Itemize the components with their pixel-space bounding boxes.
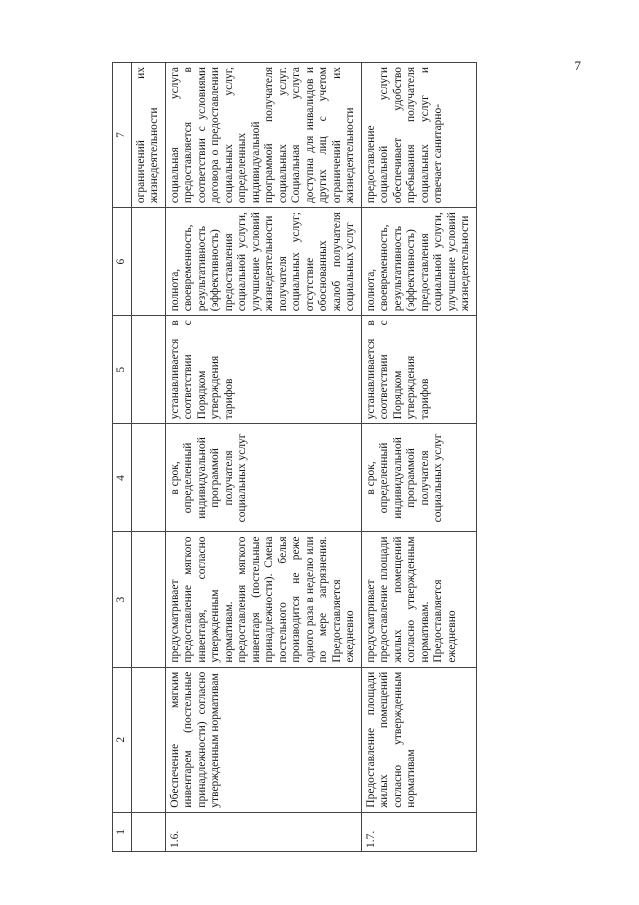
page-number: 7 bbox=[574, 58, 581, 73]
service-number: 1.6. bbox=[165, 812, 361, 851]
service-cost: устанавливается в соответствии с Порядком утверждения тарифов bbox=[361, 316, 476, 424]
service-description: предусматривает предоставление мягкого инвентаря, согласно утвержденным нормативам. предоставления мягкого инвентаря (постельные принадлежности). Смена постельного белья производится не реже одного раза в неделю или по мере загрязнения. Предоставляется ежедневно bbox=[165, 532, 361, 667]
continuation-text: ограничений их жизнедеятельности bbox=[131, 63, 165, 208]
col-header-6: 6 bbox=[113, 208, 132, 316]
continuation-row bbox=[131, 63, 165, 852]
quality-indicators: полнота, своевременность, результативность (эффективность) предоставления социальной услуги, улучшение условий жизнедеятельности bbox=[361, 208, 476, 316]
col-header-7: 7 bbox=[113, 63, 132, 208]
empty-cell bbox=[131, 812, 165, 851]
col-header-2: 2 bbox=[113, 667, 132, 812]
service-conditions: социальная услуга предоставляется в соответствии с условиями договора о предоставлении социальных услуг, определенных индивидуальной программой получателя социальных услуг. Социальная услуга доступна для инвалидов и других лиц с учетом ограничений их жизнедеятельности bbox=[165, 63, 361, 208]
service-name: Предоставление площади жилых помещений согласно утвержденным нормативам bbox=[361, 667, 476, 812]
empty-cell bbox=[131, 424, 165, 532]
service-number: 1.7. bbox=[361, 812, 476, 851]
service-description: предусматривает предоставление площади жилых помещений согласно утвержденным нормативам. Предоставляется ежедневно bbox=[361, 532, 476, 667]
column-number-row bbox=[113, 63, 132, 852]
rotated-table-container bbox=[112, 62, 542, 852]
service-term: в срок, определенный индивидуальной программой получателя социальных услуг bbox=[165, 424, 361, 532]
services-table bbox=[112, 62, 477, 852]
empty-cell bbox=[131, 667, 165, 812]
service-term: в срок, определенный индивидуальной программой получателя социальных услуг bbox=[361, 424, 476, 532]
service-cost: устанавливается в соответствии с Порядком утверждения тарифов bbox=[165, 316, 361, 424]
col-header-4: 4 bbox=[113, 424, 132, 532]
service-conditions: предоставление социальной услуги обеспечивает удобство пребывания получателя социальных услуг и отвечает санитарно- bbox=[361, 63, 476, 208]
empty-cell bbox=[131, 208, 165, 316]
table-row bbox=[361, 63, 476, 852]
table-row bbox=[165, 63, 361, 852]
col-header-3: 3 bbox=[113, 532, 132, 667]
quality-indicators: полнота, своевременность, результативность (эффективность) предоставления социальной услуги, улучшение условий жизнедеятельности получателя социальных услуг; отсутствие обоснованных жалоб получателя социальных услуг bbox=[165, 208, 361, 316]
col-header-5: 5 bbox=[113, 316, 132, 424]
col-header-1: 1 bbox=[113, 812, 132, 851]
empty-cell bbox=[131, 532, 165, 667]
empty-cell bbox=[131, 316, 165, 424]
service-name: Обеспечение мягким инвентарем (постельные принадлежности) согласно утвержденным нормативам bbox=[165, 667, 361, 812]
